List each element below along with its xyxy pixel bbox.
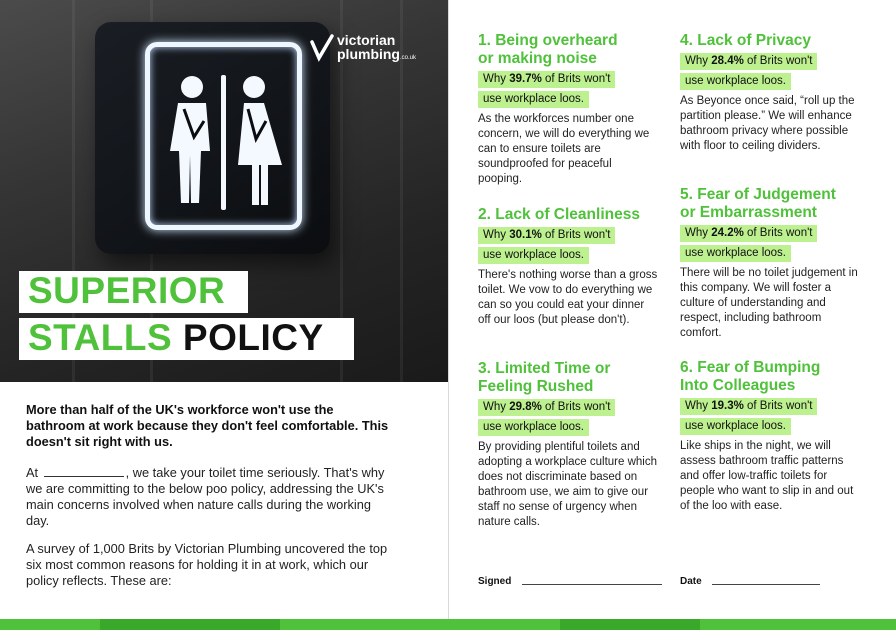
stat-highlight: Why 24.2% of Brits won't — [680, 225, 817, 242]
stat-highlight: Why 29.8% of Brits won't — [478, 399, 615, 416]
reason-body: As the workforces number one concern, we will do everything we can to ensure toilets are soundproofed for peaceful pooping. — [478, 113, 650, 185]
reason-1 — [478, 32, 658, 187]
stat-highlight-line-2: use workplace loos. — [478, 91, 589, 108]
toilet-sign-photo — [0, 0, 448, 382]
stat-highlight: Why 39.7% of Brits won't — [478, 71, 615, 88]
title-line-2 — [19, 318, 354, 360]
stat-highlight: Why 30.1% of Brits won't — [478, 227, 615, 244]
company-name-blank[interactable] — [44, 466, 124, 477]
checkmark-logo-icon — [310, 34, 334, 62]
stat-highlight-line-2: use workplace loos. — [680, 73, 791, 90]
logo-line-2: plumbing.co.uk — [337, 46, 417, 62]
reason-title: 3. Limited Time or Feeling Rushed — [478, 360, 611, 395]
date-line[interactable] — [712, 584, 820, 585]
restroom-sign — [95, 22, 330, 254]
reason-5 — [680, 186, 860, 341]
reason-body: Like ships in the night, we will assess bathroom traffic patterns and offer low-traffic toilets for people who want to slip in and out of the loo with ease. — [680, 440, 854, 512]
stat-highlight: Why 28.4% of Brits won't — [680, 53, 817, 70]
reason-title: 2. Lack of Cleanliness — [478, 206, 640, 223]
reason-title: 1. Being overheard or making noise — [478, 32, 618, 67]
title-stalls: STALLS — [28, 317, 173, 358]
stat-highlight: Why 19.3% of Brits won't — [680, 398, 817, 415]
reason-body: By providing plentiful toilets and adopting a workplace culture which does not discriminate based on bathroom use, we aim to give our staff no sense of urgency when nature calls. — [478, 441, 657, 528]
reason-4 — [680, 32, 860, 154]
reason-title: 4. Lack of Privacy — [680, 32, 811, 49]
reason-body: There will be no toilet judgement in this company. We will foster a culture of understanding and respect, including bathroom comfort. — [680, 267, 858, 339]
intro-paragraph-1: At , we take your toilet time seriously. That's why we are committing to the below poo policy, addressing the UK's main concerns involved when nature calls during the working day. — [26, 465, 385, 528]
title-policy: POLICY — [182, 317, 324, 358]
signed-label: Signed — [478, 576, 512, 587]
stat-highlight-line-2: use workplace loos. — [478, 247, 589, 264]
reason-title: 6. Fear of Bumping Into Colleagues — [680, 359, 821, 394]
stat-highlight-line-2: use workplace loos. — [478, 419, 589, 436]
restroom-sign-frame — [145, 42, 302, 230]
title-line-1 — [19, 271, 248, 313]
stat-highlight-line-2: use workplace loos. — [680, 245, 791, 262]
bottom-green-bar — [0, 619, 896, 630]
signed-line[interactable] — [522, 584, 662, 585]
intro-paragraph-2: A survey of 1,000 Brits by Victorian Plumbing uncovered the top six most common reasons for holding it in at work, which our policy reflects. These are: — [26, 541, 388, 588]
title-superior: SUPERIOR — [28, 270, 226, 311]
restroom-figures-icon — [150, 47, 297, 225]
logo-line-1: victorian — [337, 32, 396, 48]
reason-body: There's nothing worse than a gross toilet. We vow to do everything we can so you could eat your dinner off our loos (but please don't). — [478, 269, 658, 326]
date-label: Date — [680, 576, 702, 587]
reason-6 — [680, 359, 860, 514]
reason-title: 5. Fear of Judgement or Embarrassment — [680, 186, 836, 221]
stat-highlight-line-2: use workplace loos. — [680, 418, 791, 435]
victorian-plumbing-logo — [310, 32, 430, 66]
intro-bold-statement: More than half of the UK's workforce won't use the bathroom at work because they don't feel comfortable. This doesn't sit right with us. — [26, 402, 389, 449]
reason-3 — [478, 360, 658, 530]
reason-2 — [478, 206, 658, 328]
reason-body: As Beyonce once said, “roll up the partition please.” We will enhance bathroom privacy where possible with floor to ceiling dividers. — [680, 95, 855, 152]
